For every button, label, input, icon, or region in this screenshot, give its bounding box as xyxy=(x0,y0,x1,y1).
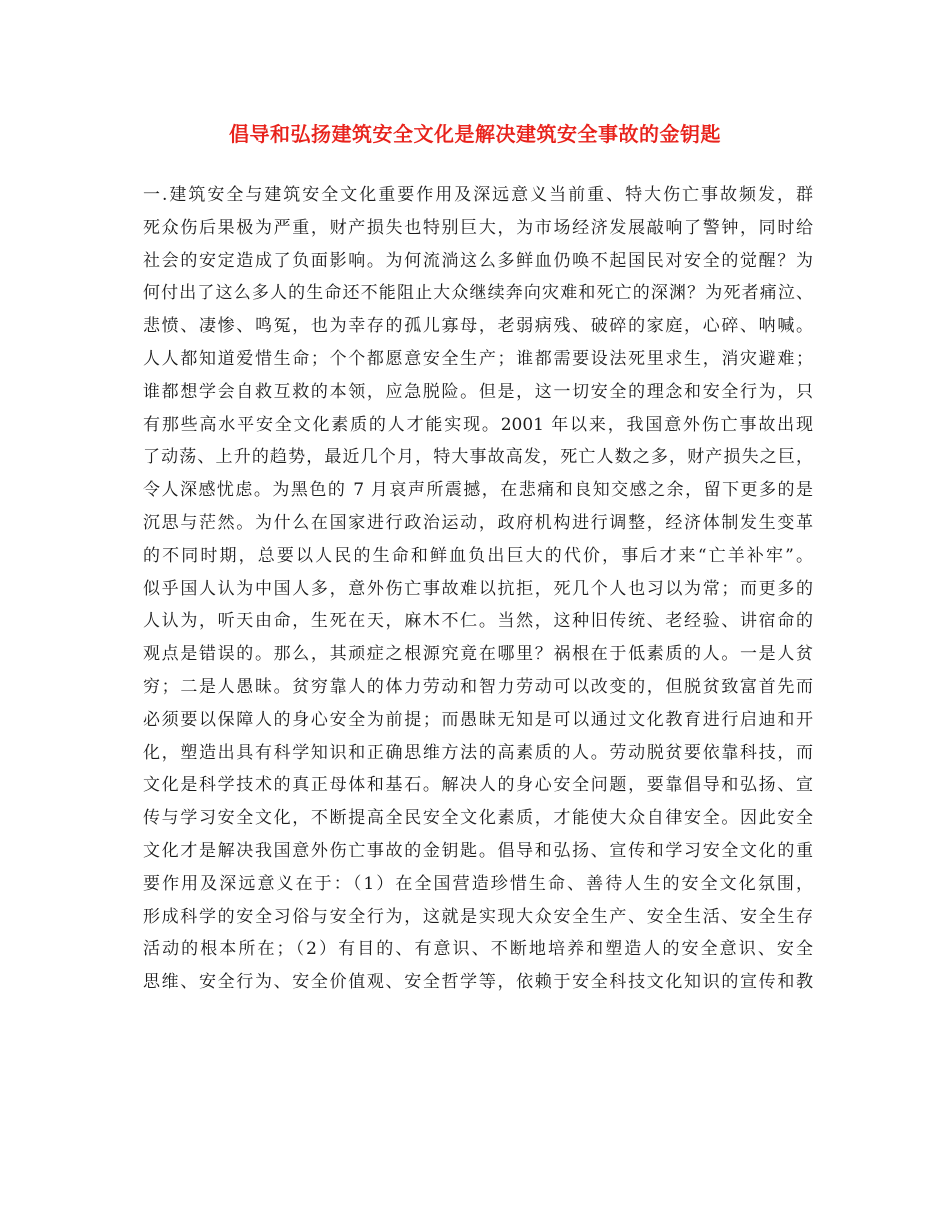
body-line: 人认为，听天由命，生死在天，麻木不仁。当然，这种旧传统、老经验、讲宿命的 xyxy=(143,611,813,632)
body-line: 穷；二是人愚昧。贫穷靠人的体力劳动和智力劳动可以改变的，但脱贫致富首先而 xyxy=(143,676,813,697)
body-line: 传与学习安全文化，不断提高全民安全文化素质，才能使大众自律安全。因此安全 xyxy=(143,808,813,829)
body-line: 活动的根本所在；（2）有目的、有意识、不断地培养和塑造人的安全意识、安全 xyxy=(143,939,813,960)
body-line: 化，塑造出具有科学知识和正确思维方法的高素质的人。劳动脱贫要依靠科技，而 xyxy=(143,742,813,763)
body-line: 观点是错误的。那么，其顽症之根源究竟在哪里？祸根在于低素质的人。一是人贫 xyxy=(143,644,813,665)
body-line: 思维、安全行为、安全价值观、安全哲学等，依赖于安全科技文化知识的宣传和教 xyxy=(143,972,813,993)
body-line: 令人深感忧虑。为黑色的 7 月哀声所震撼，在悲痛和良知交感之余，留下更多的是 xyxy=(143,480,813,501)
body-line: 悲愤、凄惨、鸣冤，也为幸存的孤儿寡母，老弱病残、破碎的家庭，心碎、呐喊。 xyxy=(143,316,813,337)
body-line: 社会的安定造成了负面影响。为何流淌这么多鲜血仍唤不起国民对安全的觉醒？为 xyxy=(143,250,813,271)
document-body xyxy=(143,179,813,999)
body-line: 要作用及深远意义在于：（1）在全国营造珍惜生命、善待人生的安全文化氛围， xyxy=(143,873,813,894)
body-line: 一.建筑安全与建筑安全文化重要作用及深远意义当前重、特大伤亡事故频发，群 xyxy=(143,185,813,205)
body-line: 的不同时期，总要以人民的生命和鲜血负出巨大的代价，事后才来“亡羊补牢”。 xyxy=(143,545,813,566)
body-line: 形成科学的安全习俗与安全行为，这就是实现大众安全生产、安全生活、安全生存 xyxy=(143,906,813,927)
body-line: 必须要以保障人的身心安全为前提；而愚昧无知是可以通过文化教育进行启迪和开 xyxy=(143,709,813,730)
body-line: 人人都知道爱惜生命；个个都愿意安全生产；谁都需要设法死里求生，消灾避难； xyxy=(143,348,813,369)
document-title: 倡导和弘扬建筑安全文化是解决建筑安全事故的金钥匙 xyxy=(229,122,721,146)
body-line: 了动荡、上升的趋势，最近几个月，特大事故高发，死亡人数之多，财产损失之巨， xyxy=(143,447,813,468)
body-line: 文化才是解决我国意外伤亡事故的金钥匙。倡导和弘扬、宣传和学习安全文化的重 xyxy=(143,840,813,861)
body-line: 何付出了这么多人的生命还不能阻止大众继续奔向灾难和死亡的深渊？为死者痛泣、 xyxy=(143,283,813,304)
body-line: 有那些高水平安全文化素质的人才能实现。2001 年以来，我国意外伤亡事故出现 xyxy=(143,414,813,435)
body-line: 沉思与茫然。为什么在国家进行政治运动，政府机构进行调整，经济体制发生变革 xyxy=(143,512,813,533)
body-line: 似乎国人认为中国人多，意外伤亡事故难以抗拒，死几个人也习以为常；而更多的 xyxy=(143,578,813,599)
body-line: 文化是科学技术的真正母体和基石。解决人的身心安全问题，要靠倡导和弘扬、宣 xyxy=(143,775,813,796)
body-line: 谁都想学会自救互救的本领，应急脱险。但是，这一切安全的理念和安全行为，只 xyxy=(143,381,813,402)
body-line: 死众伤后果极为严重，财产损失也特别巨大，为市场经济发展敲响了警钟，同时给 xyxy=(143,217,813,238)
